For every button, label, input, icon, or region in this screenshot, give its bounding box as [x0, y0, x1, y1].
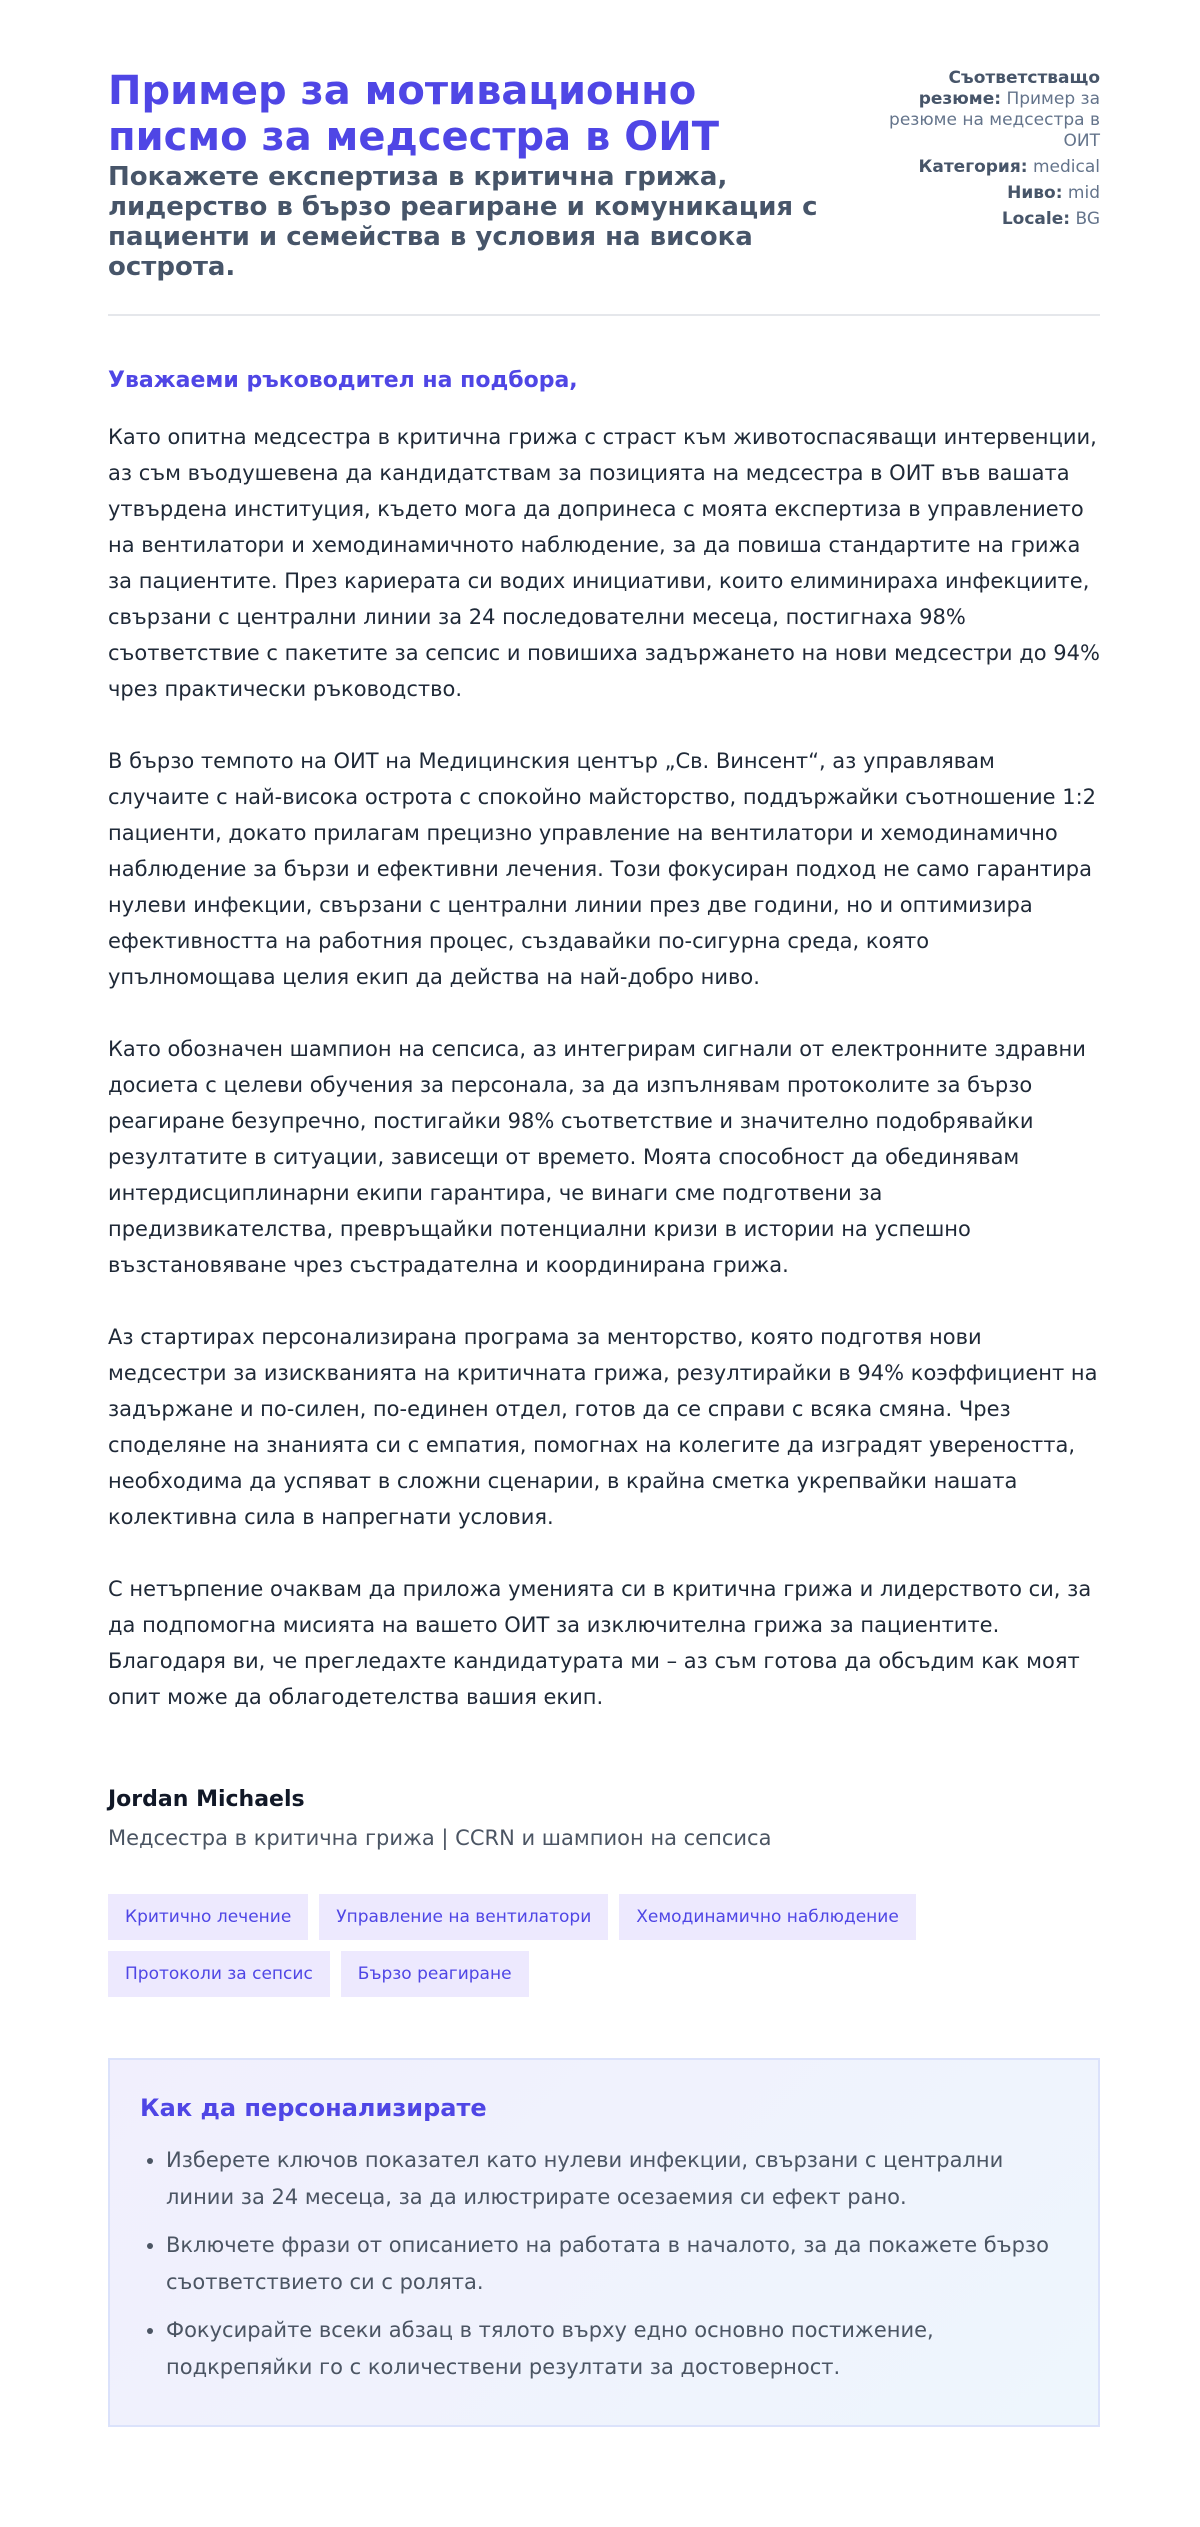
meta-label: Категория: [918, 157, 1028, 177]
tip-item: • Изберете ключов показател като нулеви инфекции, свързани с централни линии за 24 месеца, за да илюстрирате осезаемия си ефект рано. [166, 2142, 1068, 2216]
meta-matching-resume [870, 68, 1100, 152]
meta-label: Съответстващо резюме: [918, 68, 1100, 109]
page-title: Пример за мотивационно писмо за медсестра в ОИТ [108, 68, 720, 160]
meta-value: mid [1067, 183, 1100, 203]
letter-paragraph: В бързо темпото на ОИТ на Медицинския център „Св. Винсент“, аз управлявам случаите с най-висока острота с спокойно майсторство, поддържайки съотношение 1:2 пациенти, докато прилагам прецизно управление на вентилатори и хемодинамично наблюдение за бързи и ефективни лечения. Този фокусиран подход не само гарантира нулеви инфекции, свързани с централни линии през две години, но и оптимизира ефективността на работния процес, създавайки по-сигурна среда, която упълномощава целия екип да действа на най-добро ниво. [108, 749, 1097, 989]
letter-paragraph: Аз стартирах персонализирана програма за менторство, която подготвя нови медсестри за изискванията на критичната грижа, резултирайки в 94% коэффициент на задържане и по-силен, по-единен отдел, готов да се справи с всяка смяна. Чрез споделяне на знанията си с емпатия, помогнах на колегите да изградят увереността, необходима да успяват в сложни сценарии, в крайна сметка укрепвайки нашата колективна сила в напрегнати условия. [108, 1325, 1098, 1529]
skill-tag: Протоколи за сепсис [108, 1951, 330, 1997]
tip-item: • Фокусирайте всеки абзац в тялото върху едно основно постижение, подкрепяйки го с количествени резултати за достоверност. [166, 2312, 1068, 2386]
meta-label: Locale: [1001, 209, 1071, 229]
letter-paragraph: С нетърпение очаквам да приложа уменията си в критична грижа и лидерството си, за да подпомогна мисията на вашето ОИТ за изключителна грижа за пациентите. Благодаря ви, че прегледахте кандидатурата ми – аз съм готова да обсъдим как моят опит може да облагодетелства вашия екип. [108, 1577, 1092, 1709]
skill-tag: Хемодинамично наблюдение [619, 1894, 916, 1940]
meta-info [870, 68, 1100, 282]
letter-paragraph: Като опитна медсестра в критична грижа с страст към животоспасяващи интервенции, аз съм въодушевена да кандидатствам за позицията на медсестра в ОИТ във вашата утвърдена институция, където мога да допринеса с моята експертиза в управлението на вентилатори и хемодинамичното наблюдение, за да повиша стандартите на грижа за пациентите. През кариерата си водих инициативи, които елиминираха инфекциите, свързани с централни линии за 24 последователни месеца, постигнаха 98% съответствие с пакетите за сепсис и повишиха задържането на нови медсестри до 94% чрез практически ръководство. [108, 425, 1100, 701]
tips-list [140, 2142, 1068, 2386]
skill-tag: Бързо реагиране [341, 1951, 529, 1997]
skill-tag: Управление на вентилатори [319, 1894, 608, 1940]
letter-greeting: Уважаеми ръководител на подбора, [108, 368, 578, 393]
letter-paragraph: Като обозначен шампион на сепсиса, аз интегрирам сигнали от електронните здравни досиета с целеви обучения за персонала, за да изпълнявам протоколите за бързо реагиране безупречно, постигайки 98% съответствие и значително подобрявайки резултатите в ситуации, зависещи от времето. Моята способност да обединявам интердисциплинарни екипи гарантира, че винаги сме подготвени за предизвикателства, превръщайки потенциални кризи в истории на успешно възстановяване чрез състрадателна и координирана грижа. [108, 1037, 1086, 1277]
meta-level [870, 183, 1100, 204]
meta-locale [870, 209, 1100, 230]
skill-tags [108, 1894, 1008, 1997]
personalize-tips-box [108, 2058, 1100, 2427]
signature-title: Медсестра в критична грижа | CCRN и шампион на сепсиса [108, 1826, 772, 1850]
meta-value: BG [1075, 209, 1100, 229]
skill-tag: Критично лечение [108, 1894, 308, 1940]
meta-category [870, 157, 1100, 178]
divider [108, 314, 1100, 316]
page-container [108, 0, 1100, 2427]
meta-value: medical [1032, 157, 1100, 177]
page-subtitle: Покажете експертиза в критична грижа, лидерство в бързо реагиране и комуникация с пациенти и семейства в условия на висока острота. [108, 162, 818, 282]
meta-value: Пример за резюме на медсестра в ОИТ [889, 89, 1100, 151]
letter-body [108, 419, 1100, 1715]
meta-label: Ниво: [1007, 183, 1063, 203]
signature-name: Jordan Michaels [108, 1787, 305, 1812]
page-header [108, 0, 1100, 282]
tips-heading: Как да персонализирате [140, 2094, 487, 2122]
tip-item: • Включете фрази от описанието на работата в началото, за да покажете бързо съответствието си с ролята. [166, 2227, 1068, 2301]
